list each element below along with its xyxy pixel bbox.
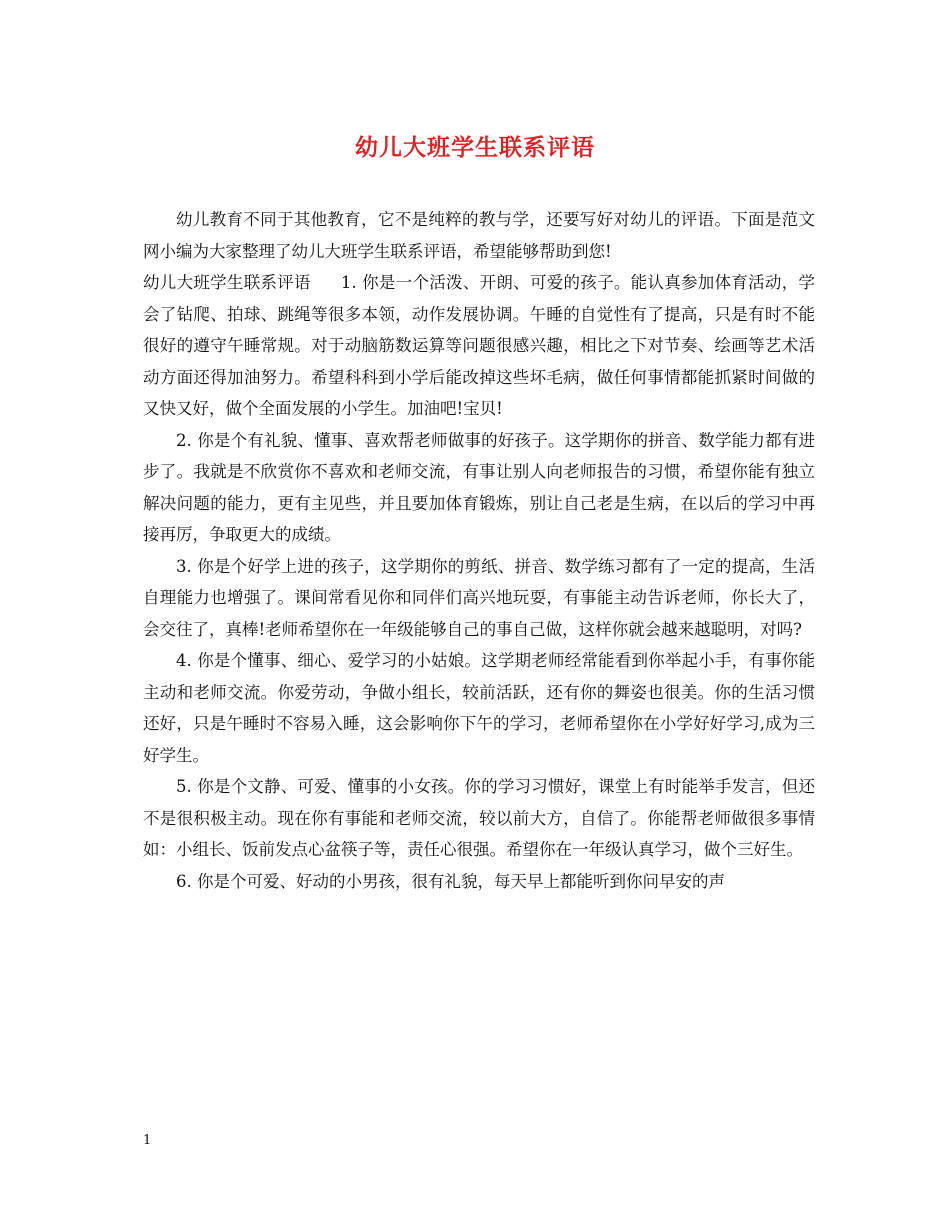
item-paragraph-1 [143,267,815,425]
item-paragraph-3: 3. 你是个好学上进的孩子，这学期你的剪纸、拼音、数学练习都有了一定的提高，生活自理能力也增强了。课间常看见你和同伴们高兴地玩耍，有事能主动告诉老师，你长大了，会交往了，真棒!老师希望你在一年级能够自己的事自己做，这样你就会越来越聪明，对吗? [143,556,815,639]
page-number: 1 [143,1133,152,1148]
item-paragraph-2: 2. 你是个有礼貌、懂事、喜欢帮老师做事的好孩子。这学期你的拼音、数学能力都有进步了。我就是不欣赏你不喜欢和老师交流，有事让别人向老师报告的习惯，希望你能有独立解决问题的能力，更有主见些，并且要加体育锻炼，别让自己老是生病，在以后的学习中再接再厉，争取更大的成绩。 [143,430,815,544]
section-heading: 幼儿大班学生联系评语 [143,273,311,292]
item-text-1: 1. 你是一个活泼、开朗、可爱的孩子。能认真参加体育活动，学会了钻爬、拍球、跳绳等很多本领，动作发展协调。午睡的自觉性有了提高，只是有时不能很好的遵守午睡常规。对于动脑筋数运算等问题很感兴趣，相比之下对节奏、绘画等艺术活动方面还得加油努力。希望科科到小学后能改掉这些坏毛病，做任何事情都能抓紧时间做的又快又好，做个全面发展的小学生。加油吧!宝贝! [143,273,815,418]
document-body [143,204,815,897]
item-paragraph-4: 4. 你是个懂事、细心、爱学习的小姑娘。这学期老师经常能看到你举起小手，有事你能主动和老师交流。你爱劳动，争做小组长，较前活跃，还有你的舞姿也很美。你的生活习惯还好，只是午睡时不容易入睡，这会影响你下午的学习，老师希望你在小学好好学习,成为三好学生。 [143,651,815,765]
item-paragraph-5: 5. 你是个文静、可爱、懂事的小女孩。你的学习习惯好，课堂上有时能举手发言，但还不是很积极主动。现在你有事能和老师交流，较以前大方，自信了。你能帮老师做很多事情如：小组长、饭前发点心盆筷子等，责任心很强。希望你在一年级认真学习，做个三好生。 [143,777,815,859]
item-paragraph-6: 6. 你是个可爱、好动的小男孩，很有礼貌，每天早上都能听到你问早安的声 [176,871,725,891]
intro-paragraph: 幼儿教育不同于其他教育，它不是纯粹的教与学，还要写好对幼儿的评语。下面是范文网小编为大家整理了幼儿大班学生联系评语，希望能够帮助到您! [143,210,815,261]
document-title: 幼儿大班学生联系评语 [355,134,595,161]
